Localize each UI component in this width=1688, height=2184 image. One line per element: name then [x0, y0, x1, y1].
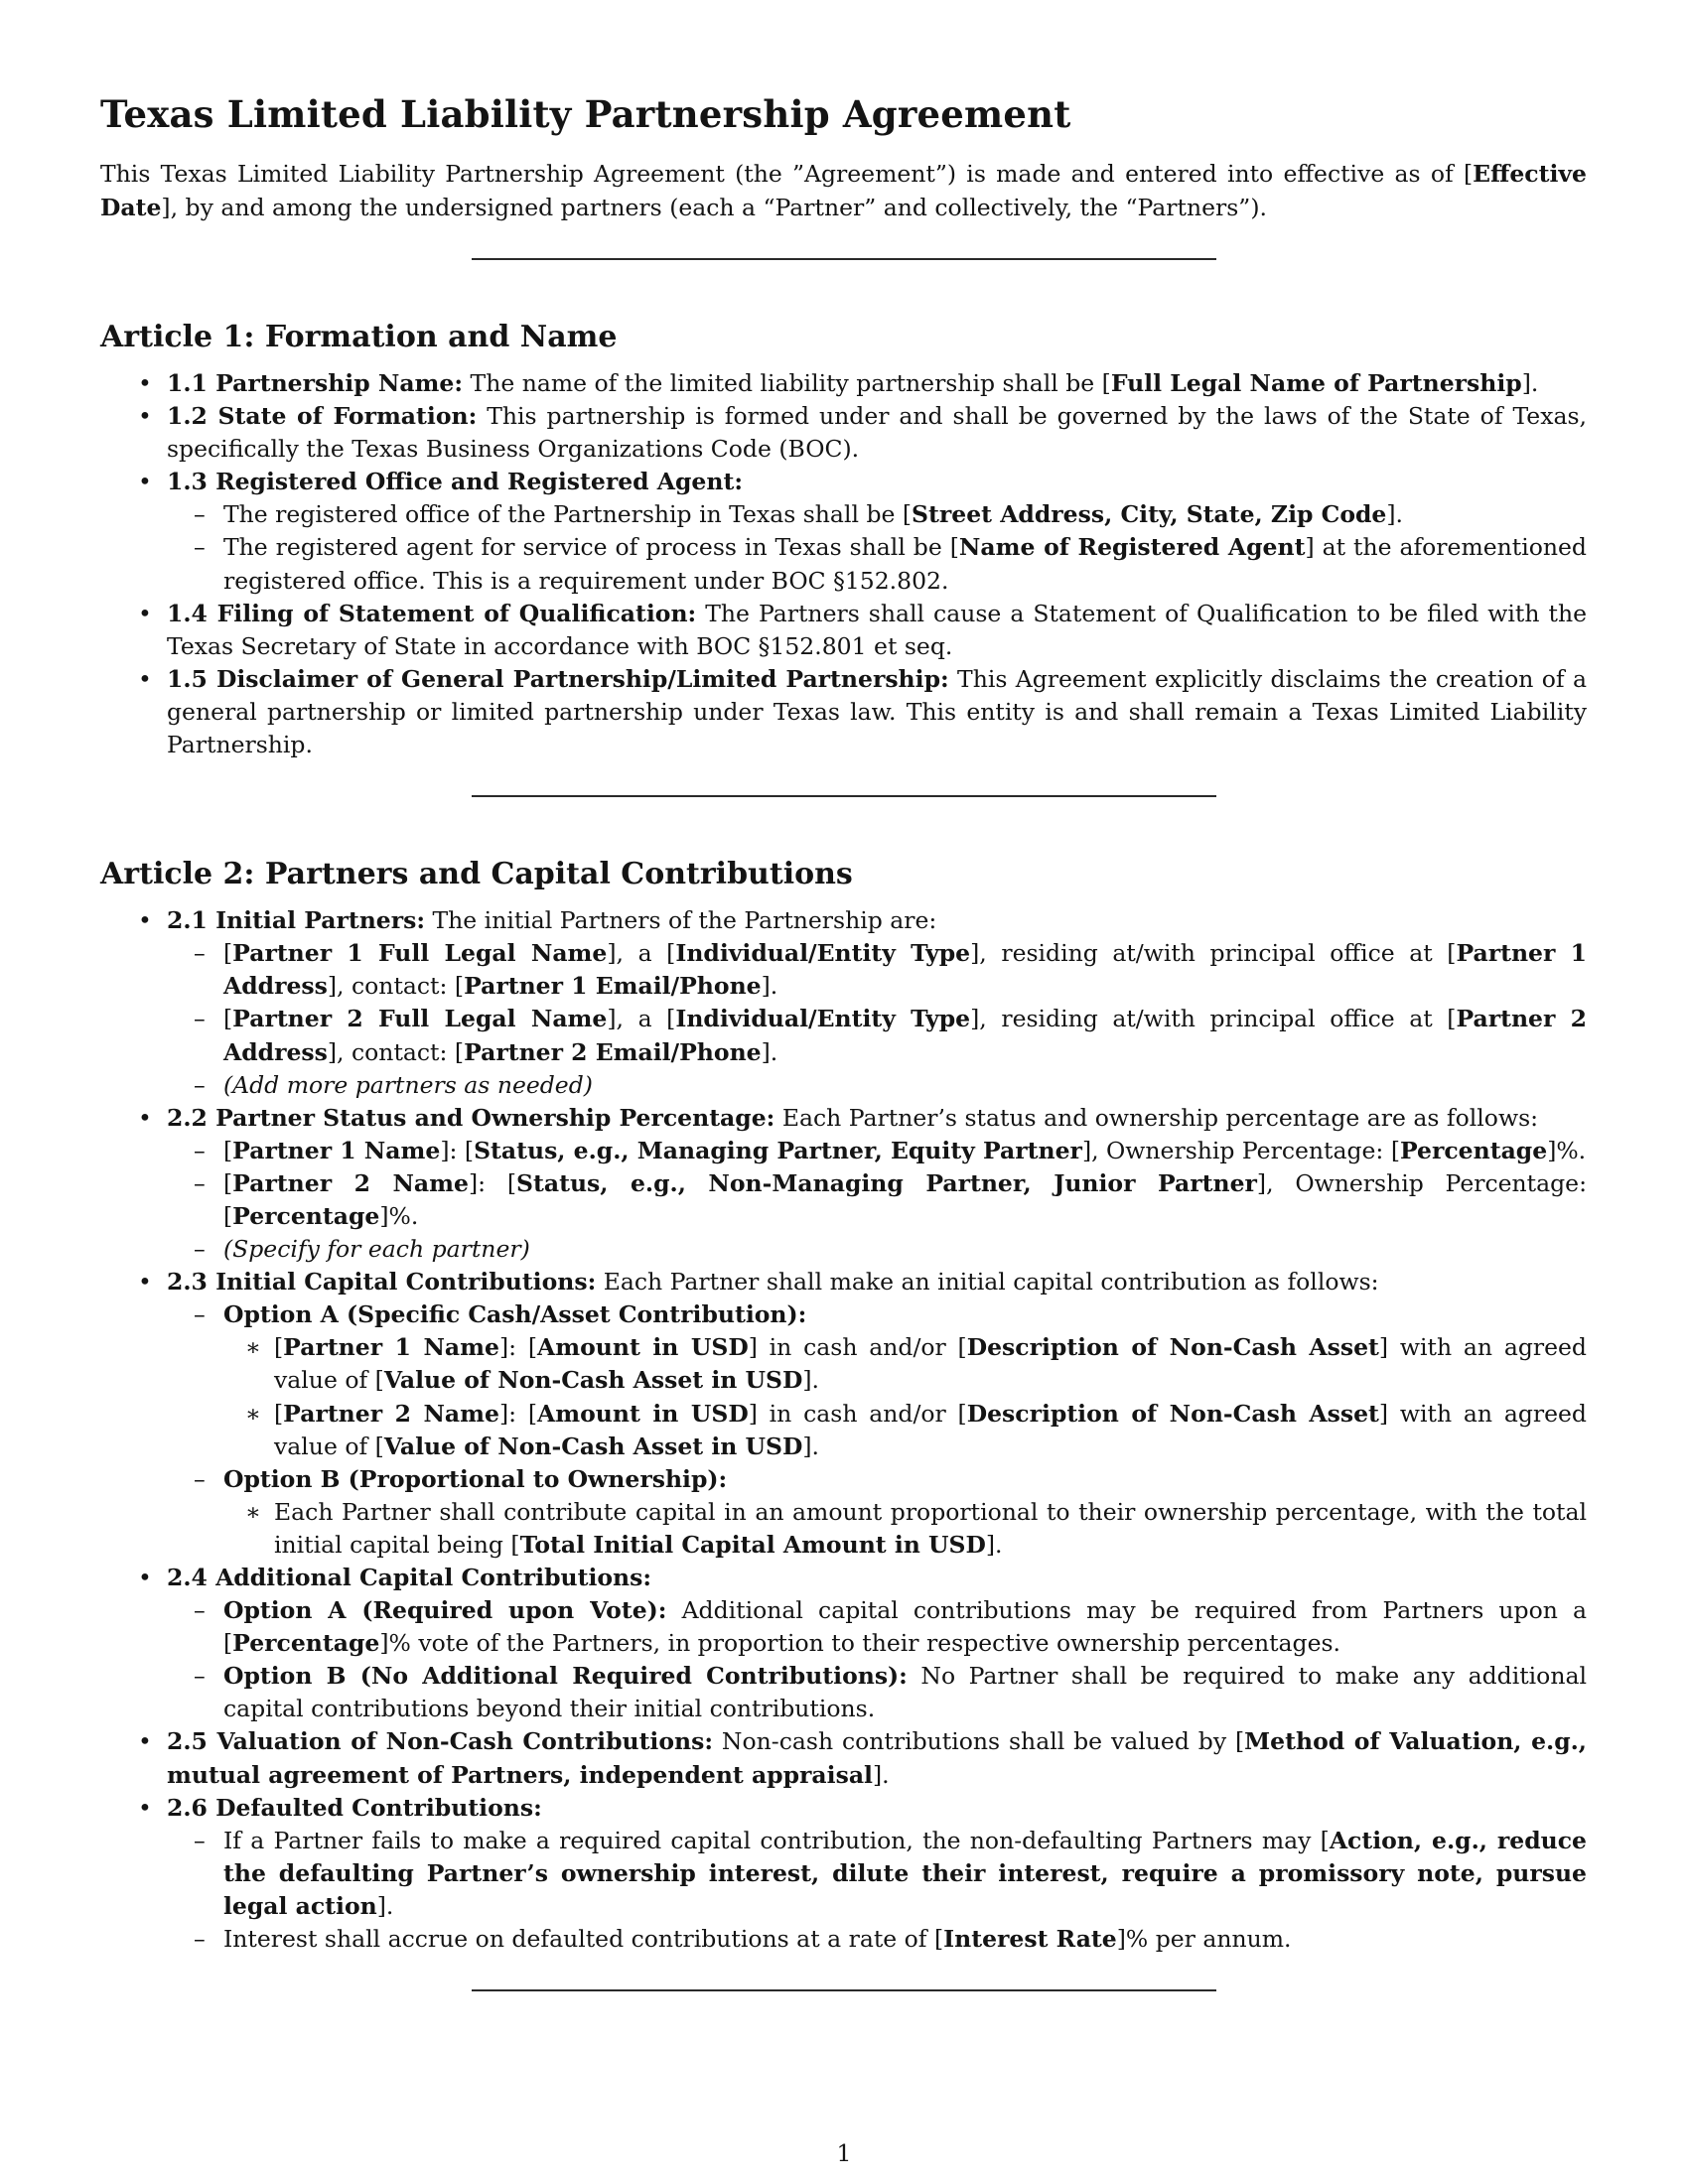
initial-contribution-options — [167, 1298, 1587, 1562]
page-number: 1 — [836, 2139, 852, 2167]
section-2-1: • 2.1 Initial Partners: The initial Partners of the Partnership are: – [Partner 1 Full Legal Name], a [Individual/Entity Type], residing at/with principal office at [Partner 1 Address], contact: [Partner 1 Email/Phone]. – [Partner 2 Full Legal Name], a [Individual/Entity Type], residing at/with principal office at [Partner 2 Address], contact: [Partner 2 Email/Phone]. – (Add more partners as needed) — [100, 904, 1587, 1102]
article-2-heading: Article 2: Partners and Capital Contributions — [100, 857, 853, 892]
specify-partner-note: – (Specify for each partner) — [167, 1233, 1587, 1266]
article-1-heading: Article 1: Formation and Name — [100, 320, 618, 354]
partner-1-item: – [Partner 1 Full Legal Name], a [Individual/Entity Type], residing at/with principal office at [Partner 1 Address], contact: [Partner 1 Email/Phone]. — [167, 937, 1587, 1003]
article-2-list — [100, 904, 1587, 1956]
partner-2-contribution: ∗ [Partner 2 Name]: [Amount in USD] in cash and/or [Description of Non-Cash Asset] with an agreed value of [Value of Non-Cash Asset in USD]. — [223, 1398, 1587, 1463]
section-2-5: • 2.5 Valuation of Non-Cash Contributions: Non-cash contributions shall be valued by [Method of Valuation, e.g., mutual agreement of Partners, independent appraisal]. — [100, 1725, 1587, 1791]
section-1-3: • 1.3 Registered Office and Registered Agent: – The registered office of the Partnership in Texas shall be [Street Address, City, State, Zip Code]. – The registered agent for service of process in Texas shall be [Name of Registered Agent] at the aforementioned registered office. This is a requirement under BOC §152.802. — [100, 466, 1587, 597]
document-page — [100, 85, 1587, 1991]
option-a-specific: – Option A (Specific Cash/Asset Contribution): ∗ [Partner 1 Name]: [Amount in USD] in cash and/or [Description of Non-Cash Asset] with an agreed value of [Value of Non-Cash Asset in USD]. ∗ [Partner 2 Name]: [Amount in USD] in cash and/or [Description of Non-Cash Asset] with an agreed value of [Value of Non-Cash Asset in USD]. — [167, 1298, 1587, 1462]
partner-status-list — [167, 1135, 1587, 1266]
option-a-list — [223, 1331, 1587, 1462]
intro-paragraph: This Texas Limited Liability Partnership Agreement (the ”Agreement”) is made and entered into effective as of [Effective Date], by and among the undersigned partners (each a “Partner” and collectively, the “Partners”). — [100, 160, 1587, 221]
partner-2-status: – [Partner 2 Name]: [Status, e.g., Non-Managing Partner, Junior Partner], Ownership Percentage: [Percentage]%. — [167, 1167, 1587, 1233]
registered-agent-item: – The registered agent for service of process in Texas shall be [Name of Registered Agent] at the aforementioned registered office. This is a requirement under BOC §152.802. — [167, 531, 1587, 597]
option-b-proportional: – Option B (Proportional to Ownership): ∗ Each Partner shall contribute capital in an amount proportional to their ownership percentage, with the total initial capital being [Total Initial Capital Amount in USD]. — [167, 1463, 1587, 1562]
document-title: Texas Limited Liability Partnership Agreement — [100, 92, 1071, 136]
section-2-3: • 2.3 Initial Capital Contributions: Each Partner shall make an initial capital contribution as follows: – Option A (Specific Cash/Asset Contribution): ∗ [Partner 1 Name]: [Amount in USD] in cash and/or [Description of Non-Cash Asset] with an agreed value of [Value of Non-Cash Asset in USD]. ∗ [Partner 2 Name]: [Amount in USD] in cash and/or [Description of Non-Cash Asset] with an agreed value of [Value of Non-Cash Asset in USD]. – Option B (Proportional to Ownership): ∗ Each Partner shall contribute capital in an amount proportional to their ownership percentage, with the total initial capital being [Total Initial Capital Amount in USD]. — [100, 1266, 1587, 1562]
default-interest-item: – Interest shall accrue on defaulted contributions at a rate of [Interest Rate]% per annum. — [167, 1923, 1587, 1956]
section-2-2: • 2.2 Partner Status and Ownership Percentage: Each Partner’s status and ownership percentage are as follows: – [Partner 1 Name]: [Status, e.g., Managing Partner, Equity Partner], Ownership Percentage: [Percentage]%. – [Partner 2 Name]: [Status, e.g., Non-Managing Partner, Junior Partner], Ownership Percentage: [Percentage]%. – (Specify for each partner) — [100, 1102, 1587, 1266]
option-a-vote: – Option A (Required upon Vote): Additional capital contributions may be required from Partners upon a [Percentage]% vote of the Partners, in proportion to their respective ownership percentages. — [167, 1594, 1587, 1660]
section-2-4: • 2.4 Additional Capital Contributions: – Option A (Required upon Vote): Additional capital contributions may be required from Partners upon a [Percentage]% vote of the Partners, in proportion to their respective ownership percentages. – Option B (No Additional Required Contributions): No Partner shall be required to make any additional capital contributions beyond their initial contributions. — [100, 1562, 1587, 1725]
option-b-none: – Option B (No Additional Required Contributions): No Partner shall be required to make any additional capital contributions beyond their initial contributions. — [167, 1660, 1587, 1725]
option-b-list — [223, 1496, 1587, 1562]
section-1-5: • 1.5 Disclaimer of General Partnership/Limited Partnership: This Agreement explicitly disclaims the creation of a general partnership or limited partnership under Texas law. This entity is and shall remain a Texas Limited Liability Partnership. — [100, 663, 1587, 761]
additional-contribution-options — [167, 1594, 1587, 1725]
initial-partners-list — [167, 937, 1587, 1101]
article-1-list — [100, 367, 1587, 761]
section-1-2: • 1.2 State of Formation: This partnership is formed under and shall be governed by the laws of the State of Texas, specifically the Texas Business Organizations Code (BOC). — [100, 400, 1587, 466]
partner-1-contribution: ∗ [Partner 1 Name]: [Amount in USD] in cash and/or [Description of Non-Cash Asset] with an agreed value of [Value of Non-Cash Asset in USD]. — [223, 1331, 1587, 1397]
add-partners-note: – (Add more partners as needed) — [167, 1069, 1587, 1102]
partner-2-item: – [Partner 2 Full Legal Name], a [Individual/Entity Type], residing at/with principal office at [Partner 2 Address], contact: [Partner 2 Email/Phone]. — [167, 1003, 1587, 1068]
section-1-3-list — [167, 498, 1587, 597]
section-2-6: • 2.6 Defaulted Contributions: – If a Partner fails to make a required capital contribution, the non-defaulting Partners may [Action, e.g., reduce the defaulting Partner’s ownership interest, dilute their interest, require a promissory note, pursue legal action]. – Interest shall accrue on defaulted contributions at a rate of [Interest Rate]% per annum. — [100, 1792, 1587, 1956]
default-action-item: – If a Partner fails to make a required capital contribution, the non-defaulting Partners may [Action, e.g., reduce the defaulting Partner’s ownership interest, dilute their interest, require a promissory note, pursue legal action]. — [167, 1825, 1587, 1923]
section-divider — [472, 1989, 1216, 1991]
section-1-1: • 1.1 Partnership Name: The name of the limited liability partnership shall be [Full Legal Name of Partnership]. — [100, 367, 1587, 400]
section-divider — [472, 258, 1216, 260]
partner-1-status: – [Partner 1 Name]: [Status, e.g., Managing Partner, Equity Partner], Ownership Percentage: [Percentage]%. — [167, 1135, 1587, 1167]
defaulted-contributions-list — [167, 1825, 1587, 1956]
section-1-4: • 1.4 Filing of Statement of Qualification: The Partners shall cause a Statement of Qualification to be filed with the Texas Secretary of State in accordance with BOC §152.801 et seq. — [100, 598, 1587, 663]
registered-office-item: – The registered office of the Partnership in Texas shall be [Street Address, City, State, Zip Code]. — [167, 498, 1587, 531]
section-divider — [472, 795, 1216, 797]
proportional-contribution: ∗ Each Partner shall contribute capital in an amount proportional to their ownership percentage, with the total initial capital being [Total Initial Capital Amount in USD]. — [223, 1496, 1587, 1562]
